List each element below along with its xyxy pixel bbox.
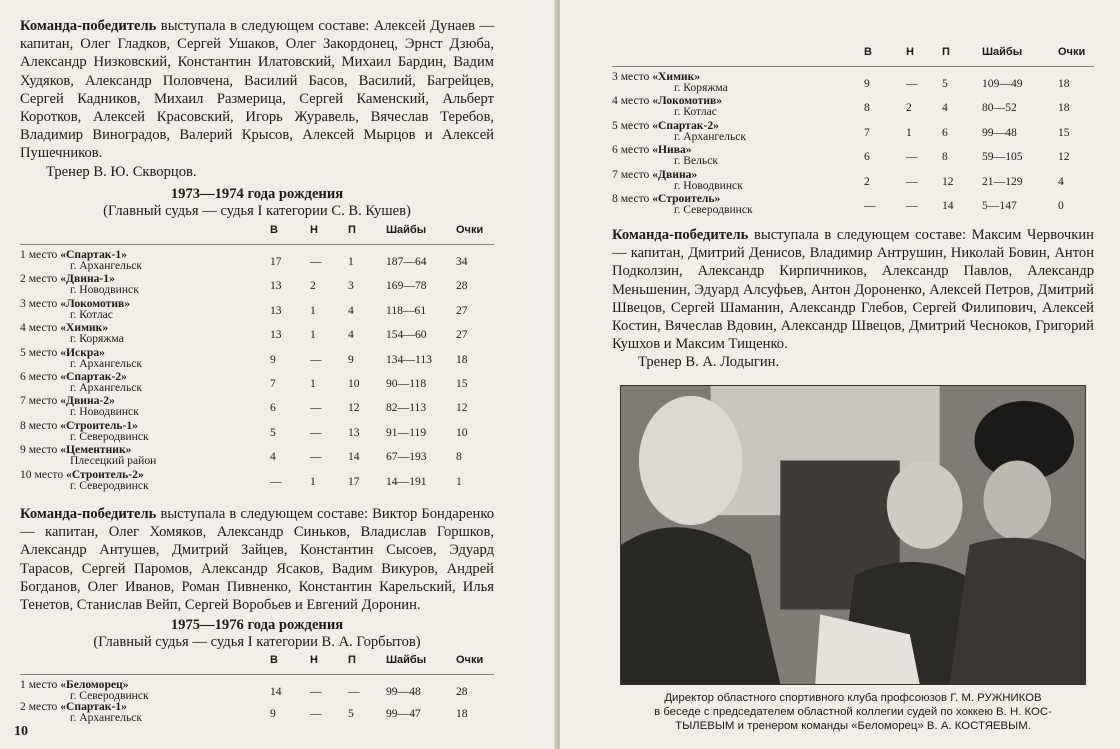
table-row [20, 443, 494, 467]
roster-lead: Команда-победитель [20, 18, 157, 34]
table-row [20, 468, 494, 492]
section-heading-1975: 1975—1976 года рождения [170, 617, 344, 633]
team-city: г. Коряжма [70, 332, 124, 346]
cell-l: 9 [348, 352, 354, 366]
place-label: 5 место [20, 345, 58, 359]
cell-goals: 14—191 [386, 474, 427, 488]
table-row [20, 394, 494, 418]
place-label: 2 место [20, 700, 58, 713]
team-name: «Химик» [60, 321, 109, 335]
roster-text: выступала в следующем составе: Виктор Бондаренко — капитан, Олег Хомяков, Александр Синьков, Владислав Горшков, Александр Антушев, Дмитрий Зайцев, Константин Сысоев, Эдуард Тарасов, Сергей Паромов, Александр Ясаков, Вадим Викуров, Андрей Богданов, Олег Иванов, Роман Пивненко, Константин Карельский, Илья Тенетов, Станислав Вейп, Сергей Воробьев и Евгений Доронин. [20, 506, 494, 614]
cell-d: — [310, 255, 322, 268]
standings-table-1975-continued [612, 46, 1094, 220]
column-header-l: П [348, 224, 356, 236]
cell-w: 7 [270, 377, 276, 390]
cell-goals: 59—105 [982, 150, 1023, 164]
caption-line: ТЫЛЕВЫМ и тренером команды «Беломорец» В. А. КОСТЯЕВЫМ. [675, 719, 1031, 732]
team-city: г. Архангельск [70, 356, 143, 370]
team-name: «Строитель» [652, 192, 721, 205]
cell-w: 9 [864, 77, 870, 90]
cell-pts: 8 [456, 450, 462, 464]
cell-d: 1 [310, 328, 316, 342]
cell-d: — [310, 352, 322, 366]
cell-d: — [310, 707, 322, 720]
cell-pts: 1 [456, 474, 462, 488]
cell-goals: 154—60 [386, 328, 427, 342]
news-photo [620, 385, 1086, 685]
cell-pts: 27 [456, 328, 468, 342]
cell-w: 5 [270, 425, 276, 439]
place-label: 5 место [612, 118, 650, 132]
column-header-l: П [348, 654, 356, 666]
team-city: г. Котлас [674, 105, 717, 119]
cell-l: 14 [348, 450, 360, 464]
cell-pts: 28 [456, 685, 468, 698]
roster-text: выступала в следующем составе: Алексей Дунаев — капитан, Олег Гладков, Сергей Ушаков, Олег Закордонец, Эрнст Дзюба, Александр Низковский, Константин Илатовский, Михаил Бардин, Вадим Худяков, Александр Половчена, Василий Басов, Василий, Багрейцев, Сергей Кадников, Михаил Размерица, Сергей Каменский, Альберт Коротков, Алексей Красовский, Игорь Журавель, Вячеслав Теребов, Владимир Виноградов, Валерий Крысов, Алексей Мырцов и Алексей Пушечников. [20, 18, 494, 162]
cell-goals: 118—61 [386, 303, 427, 317]
place-label: 3 место [20, 296, 58, 310]
team-name: «Спартак-1» [60, 700, 127, 713]
team-name: «Нива» [652, 143, 692, 157]
cell-goals: 80—52 [982, 101, 1017, 115]
cell-goals: 99—48 [386, 685, 421, 698]
cell-pts: 4 [1058, 174, 1064, 188]
team-name: «Спартак-2» [60, 370, 127, 383]
column-header-w: В [864, 46, 872, 58]
cell-d: — [310, 425, 322, 439]
table-row [20, 272, 494, 296]
cell-d: — [310, 401, 322, 415]
place-label: 6 место [612, 143, 650, 157]
cell-goals: 91—119 [386, 425, 427, 439]
cell-d: 1 [906, 125, 912, 139]
place-label: 3 место [612, 70, 650, 83]
place-label: 4 место [612, 94, 650, 108]
team-city: г. Северодвинск [70, 478, 149, 492]
cell-pts: 28 [456, 279, 468, 293]
team-city: г. Архангельск [70, 711, 143, 724]
column-header-goals: Шайбы [386, 654, 427, 666]
coach-line: Тренер В. Ю. Скворцов. [46, 164, 197, 180]
team-name: «Локомотив» [60, 296, 131, 310]
cell-d: 1 [310, 303, 316, 317]
cell-l: 3 [348, 279, 354, 293]
team-city: г. Архангельск [674, 129, 747, 143]
cell-d: — [310, 450, 322, 464]
cell-goals: 21—129 [982, 174, 1023, 188]
place-label: 6 место [20, 370, 58, 383]
cell-pts: 18 [1058, 77, 1070, 90]
cell-goals: 5—147 [982, 199, 1017, 212]
cell-d: 1 [310, 377, 316, 390]
place-label: 10 место [20, 467, 64, 481]
judge-line-1975: (Главный судья — судья I категории В. А. Горбытов) [93, 634, 421, 650]
team-name: «Локомотив» [652, 94, 723, 108]
cell-l: 12 [942, 174, 954, 188]
place-label: 2 место [20, 272, 58, 286]
table-row [20, 321, 494, 345]
team-name: «Двина-1» [60, 272, 115, 286]
place-label: 7 место [20, 394, 58, 408]
place-label: 8 место [612, 192, 650, 205]
coach-line: Тренер В. А. Лодыгин. [638, 354, 780, 370]
team-name: «Двина» [652, 167, 698, 181]
team-city: г. Северодвинск [70, 429, 149, 443]
team-name: «Беломорец» [60, 678, 129, 691]
cell-pts: 18 [1058, 101, 1070, 115]
roster-lead: Команда-победитель [612, 227, 749, 243]
cell-w: — [270, 474, 282, 488]
team-city: г. Новодвинск [70, 283, 139, 297]
cell-l: 4 [348, 328, 354, 342]
standings-table-1975 [20, 654, 494, 724]
cell-w: 13 [270, 303, 282, 317]
cell-goals: 109—49 [982, 77, 1023, 90]
table-row [20, 297, 494, 321]
cell-l: 6 [942, 125, 948, 139]
cell-l: 5 [348, 707, 354, 720]
column-header-pts: Очки [456, 654, 484, 666]
section-heading-1973: 1973—1974 года рождения [170, 186, 344, 202]
roster-lead: Команда-победитель [20, 506, 157, 522]
column-header-pts: Очки [456, 224, 484, 236]
roster-paragraph-3 [612, 226, 1094, 353]
cell-d: — [906, 199, 918, 212]
team-name: «Строитель-1» [60, 418, 138, 432]
cell-d: — [906, 77, 918, 90]
table-row [20, 346, 494, 370]
column-header-goals: Шайбы [982, 46, 1023, 58]
page-number: 10 [14, 724, 28, 739]
cell-w: 9 [270, 352, 276, 366]
cell-d: 2 [906, 101, 912, 115]
cell-pts: 18 [456, 352, 468, 366]
photo-caption [608, 692, 1098, 733]
team-name: «Двина-2» [60, 394, 115, 408]
cell-goals: 134—113 [386, 352, 432, 366]
cell-l: — [348, 685, 360, 698]
cell-pts: 12 [1058, 150, 1070, 164]
cell-w: 9 [270, 707, 276, 720]
column-header-w: В [270, 654, 278, 666]
cell-pts: 27 [456, 303, 468, 317]
table-row [20, 700, 494, 724]
cell-goals: 99—47 [386, 707, 421, 720]
table-row [612, 119, 1094, 143]
cell-goals: 82—113 [386, 401, 427, 415]
place-label: 4 место [20, 321, 58, 335]
team-city: г. Архангельск [70, 259, 143, 272]
cell-goals: 67—193 [386, 450, 427, 464]
place-label: 1 место [20, 678, 58, 691]
cell-w: 2 [864, 174, 870, 188]
cell-d: 2 [310, 279, 316, 293]
cell-w: 8 [864, 101, 870, 115]
roster-paragraph-2 [20, 505, 494, 614]
place-label: 7 место [612, 167, 650, 181]
cell-w: 7 [864, 125, 870, 139]
table-header-rule [612, 66, 1094, 67]
team-city: г. Архангельск [70, 381, 143, 394]
cell-pts: 18 [456, 707, 468, 720]
cell-l: 13 [348, 425, 360, 439]
caption-line: в беседе с председателем областной коллегии судей по хоккею В. Н. КОС- [654, 705, 1052, 718]
cell-pts: 34 [456, 255, 468, 268]
team-city: г. Вельск [674, 154, 718, 168]
cell-d: 1 [310, 474, 316, 488]
cell-l: 8 [942, 150, 948, 164]
team-city: г. Новодвинск [70, 405, 139, 419]
place-label: 1 место [20, 248, 58, 261]
team-name: «Спартак-1» [60, 248, 127, 261]
table-row [612, 143, 1094, 167]
left-page [0, 0, 556, 749]
column-header-d: Н [310, 654, 318, 666]
cell-d: — [310, 685, 322, 698]
table-row [612, 192, 1094, 216]
cell-d: — [906, 174, 918, 188]
cell-l: 12 [348, 401, 360, 415]
column-header-goals: Шайбы [386, 224, 427, 236]
cell-l: 4 [348, 303, 354, 317]
table-row [20, 419, 494, 443]
cell-d: — [906, 150, 918, 164]
roster-text: выступала в следующем составе: Максим Червочкин — капитан, Дмитрий Денисов, Владимир Антрушин, Николай Бовин, Антон Подколзин, Александр Кирпичников, Александр Павлов, Александр Меньшенин, Эдуард Алсуфьев, Антон Дороненко, Алексей Петров, Дмитрий Швецов, Сергей Шаманин, Александр Глебов, Сергей Филипович, Алексей Костин, Вячеслав Вдовин, Александр Швецов, Дмитрий Чесноков, Григорий Кушхов и Максим Тищенко. [612, 227, 1094, 353]
standings-table-1973 [20, 224, 494, 494]
cell-w: — [864, 199, 876, 212]
table-header-rule [20, 674, 494, 675]
cell-w: 13 [270, 279, 282, 293]
team-city: г. Коряжма [674, 81, 728, 94]
judge-line-1973: (Главный судья — судья I категории С. В. Кушев) [103, 203, 411, 219]
cell-l: 5 [942, 77, 948, 90]
column-header-d: Н [906, 46, 914, 58]
cell-w: 14 [270, 685, 282, 698]
team-city: г. Котлас [70, 307, 113, 321]
team-name: «Цементник» [60, 443, 132, 457]
cell-goals: 90—118 [386, 377, 427, 390]
cell-w: 6 [270, 401, 276, 415]
cell-l: 4 [942, 101, 948, 115]
cell-l: 14 [942, 199, 954, 212]
table-row [612, 70, 1094, 94]
place-label: 9 место [20, 443, 58, 457]
cell-pts: 0 [1058, 199, 1064, 212]
cell-pts: 15 [456, 377, 468, 390]
photo-placeholder-image [621, 386, 1085, 684]
table-row [20, 248, 494, 272]
cell-l: 1 [348, 255, 354, 268]
team-name: «Химик» [652, 70, 701, 83]
table-header-rule [20, 244, 494, 245]
team-city: г. Северодвинск [70, 689, 149, 702]
cell-l: 10 [348, 377, 360, 390]
table-row [20, 370, 494, 394]
cell-goals: 187—64 [386, 255, 427, 268]
table-row [20, 678, 494, 702]
cell-w: 17 [270, 255, 282, 268]
caption-line: Директор областного спортивного клуба профсоюзов Г. М. РУЖНИКОВ [664, 692, 1042, 704]
team-name: «Строитель-2» [66, 467, 144, 481]
cell-pts: 10 [456, 425, 468, 439]
column-header-w: В [270, 224, 278, 236]
team-city: Плесецкий район [70, 454, 157, 468]
cell-w: 4 [270, 450, 276, 464]
team-city: г. Новодвинск [674, 178, 743, 192]
table-row [612, 168, 1094, 192]
column-header-l: П [942, 46, 950, 58]
team-name: «Искра» [60, 345, 105, 359]
column-header-pts: Очки [1058, 46, 1086, 58]
team-name: «Спартак-2» [652, 118, 719, 132]
team-city: г. Северодвинск [674, 203, 753, 216]
cell-l: 17 [348, 474, 360, 488]
cell-goals: 99—48 [982, 125, 1017, 139]
cell-goals: 169—78 [386, 279, 427, 293]
cell-w: 6 [864, 150, 870, 164]
cell-pts: 12 [456, 401, 468, 415]
place-label: 8 место [20, 418, 58, 432]
column-header-d: Н [310, 224, 318, 236]
table-row [612, 94, 1094, 118]
cell-w: 13 [270, 328, 282, 342]
cell-pts: 15 [1058, 125, 1070, 139]
roster-paragraph-1 [20, 17, 494, 163]
